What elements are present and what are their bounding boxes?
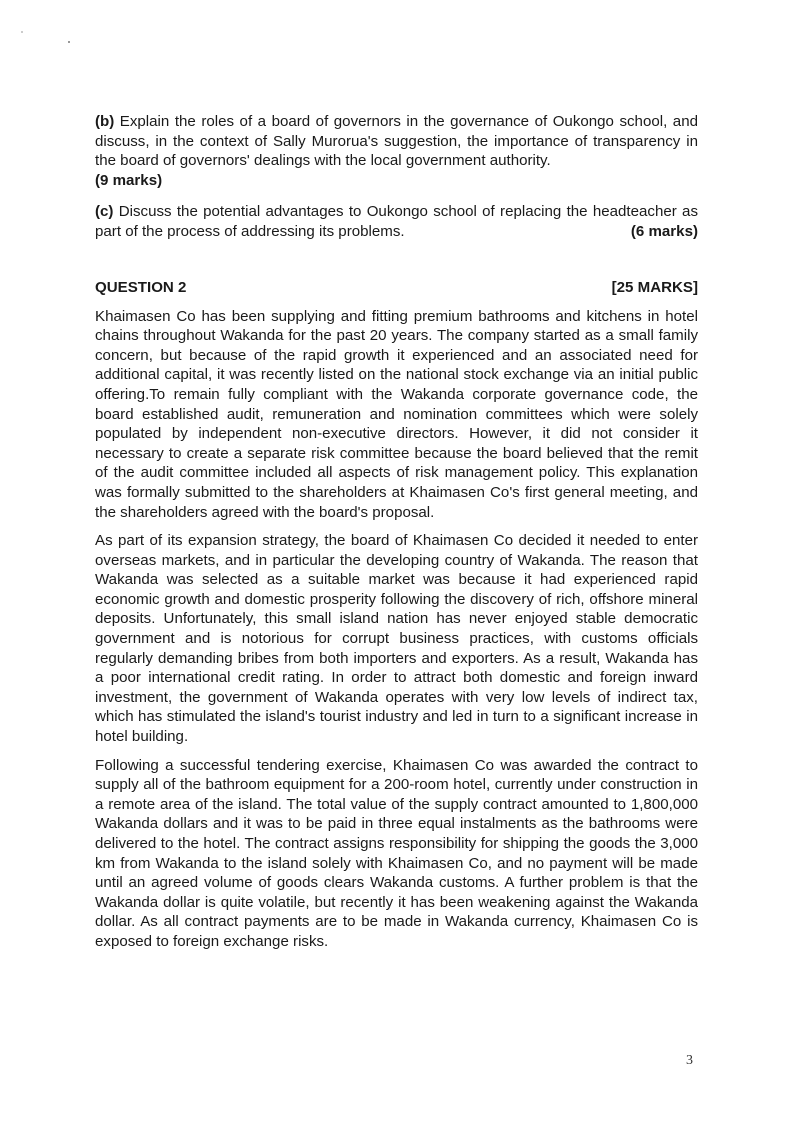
part-c-text: Discuss the potential advantages to Oukongo school of replacing the headteacher as part of the process of addressing its problems. <box>95 203 698 240</box>
question-2-paragraph-1: Khaimasen Co has been supplying and fitting premium bathrooms and kitchens in hotel chains throughout Wakanda for the past 20 years. The company started as a small family concern, but because of the rapid growth it experienced and an associated need for additional capital, it was recently listed on the national stock exchange via an initial public offering.To remain fully compliant with the Wakanda corporate governance code, the board established audit, remuneration and nomination committees which were solely populated by independent non-executive directors. However, it did not consider it necessary to create a separate risk committee because the board believed that the remit of the audit committee included all aspects of risk management policy. This explanation was formally submitted to the shareholders at Khaimasen Co's first general meeting, and the shareholders agreed with the board's proposal. <box>95 307 698 521</box>
question-part-c <box>95 202 698 241</box>
part-c-label: (c) <box>95 203 114 221</box>
question-2-marks: [25 MARKS] <box>611 278 698 296</box>
part-b-text: Explain the roles of a board of governors in the governance of Oukongo school, and discuss, in the context of Sally Murorua's suggestion, the importance of transparency in the board of governors' dealings with the local government authority. <box>95 113 698 170</box>
question-2-paragraph-2: As part of its expansion strategy, the board of Khaimasen Co decided it needed to enter overseas markets, and in particular the developing country of Wakanda. The reason that Wakanda was selected as a suitable market was because it had experienced rapid economic growth and domestic prosperity following the discovery of rich, offshore mineral deposits. Unfortunately, this small island nation has never enjoyed stable democratic government and is notorious for corrupt business practices, with customs officials regularly demanding bribes from both importers and exporters. As a result, Wakanda has a poor international credit rating. In order to attract both domestic and foreign inward investment, the government of Wakanda operates with very low levels of indirect tax, which has stimulated the island's tourist industry and led in turn to a significant increase in hotel building. <box>95 532 698 746</box>
part-b-marks: (9 marks) <box>95 171 163 189</box>
scan-artifact <box>68 41 70 43</box>
page-number: 3 <box>686 1053 693 1068</box>
question-2-paragraph-3: Following a successful tendering exercise, Khaimasen Co was awarded the contract to supply all of the bathroom equipment for a 200-room hotel, currently under construction in a remote area of the island. The total value of the supply contract amounted to 1,800,000 Wakanda dollars and it was to be paid in three equal instalments as the bathrooms were delivered to the hotel. The contract assigns responsibility for shipping the goods the 3,000 km from Wakanda to the island solely with Khaimasen Co, and no payment will be made until an agreed volume of goods clears Wakanda customs. A further problem is that the Wakanda dollar is quite volatile, but recently it has been weakening against the Wakanda dollar. As all contract payments are to be made in Wakanda currency, Khaimasen Co is exposed to foreign exchange risks. <box>95 756 698 950</box>
scan-artifact <box>21 31 23 33</box>
document-page <box>95 112 698 961</box>
question-part-b <box>95 112 698 190</box>
question-2-title: QUESTION 2 <box>95 278 187 296</box>
part-c-marks: (6 marks) <box>630 222 698 240</box>
question-2-header <box>95 278 698 297</box>
part-b-label: (b) <box>95 113 115 130</box>
